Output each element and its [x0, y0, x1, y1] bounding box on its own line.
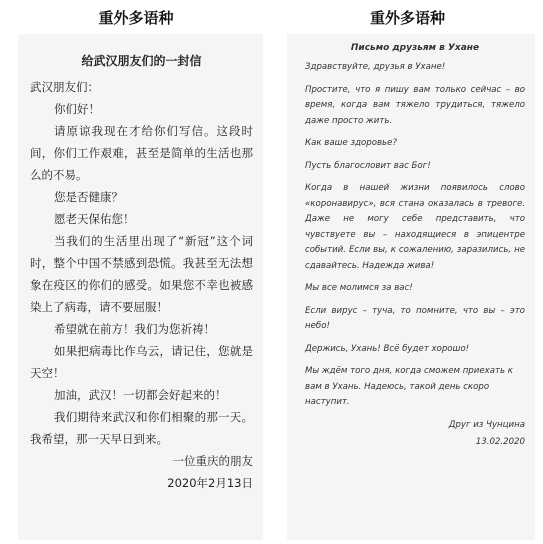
chinese-signature: 一位重庆的朋友: [172, 454, 253, 468]
russian-paragraph-5: Когда в нашей жизни появилось слово «коронавирус», вся стана оказалась в тревоге. Даже не могу себе представить, что чувствуете вы – находящиеся в эпицентре событий. Если вы, к сожалению, заразились, не сдавайтесь. Надежда жива!: [305, 183, 525, 271]
chinese-paragraph-2: 当我们的生活里出现了“新冠”这个词时，整个中国不禁感到恐慌。我甚至无法想象在疫区的你们的感受。如果您不幸也被感染上了病毒，请不要屈服！: [30, 234, 253, 314]
chinese-blessing: 愿老天保佑您！: [54, 212, 135, 226]
russian-paragraph-1: Здравствуйте, друзья в Ухане!: [305, 62, 446, 72]
russian-date: 13.02.2020: [475, 437, 525, 447]
russian-paragraph-4: Пусть благословит вас Бог!: [305, 160, 431, 171]
left-header: 重外多语种: [98, 8, 174, 27]
russian-signature: Друг из Чунцина: [448, 419, 525, 430]
russian-paragraph-6: Мы все молимся за вас!: [305, 283, 413, 293]
chinese-paragraph-6: 我们期待来武汉和你们相聚的那一天。我希望，那一天早日到来。: [30, 410, 253, 446]
right-header: 重外多语种: [369, 8, 445, 27]
chinese-date: 2020年2月13日: [167, 476, 253, 490]
russian-letter-title: Письмо друзьям в Ухане: [350, 43, 480, 53]
russian-paragraph-2: Простите, что я пишу вам только сейчас – во время, когда вам тяжело трудиться, тяжело даже просто жить.: [305, 84, 525, 126]
chinese-salutation: 武汉朋友们：: [30, 80, 99, 94]
chinese-health-question: 您是否健康？: [54, 190, 123, 204]
chinese-paragraph-5: 加油，武汉！一切都会好起来的！: [54, 388, 227, 402]
russian-paragraph-3: Как ваше здоровье?: [305, 138, 397, 148]
russian-paragraph-9: Мы ждём того дня, когда сможем приехать к вам в Ухань. Надеюсь, такой день скоро наступит.: [305, 366, 513, 407]
chinese-greeting: 你们好！: [54, 102, 100, 116]
chinese-letter-panel: [18, 34, 263, 540]
russian-paragraph-7: Если вирус – туча, то помните, что вы – это небо!: [305, 305, 525, 331]
chinese-paragraph-3: 希望就在前方！我们为您祈祷！: [54, 322, 215, 336]
russian-letter-panel: [287, 34, 535, 540]
chinese-letter-title: 给武汉朋友们的一封信: [81, 54, 202, 68]
chinese-paragraph-4: 如果把病毒比作乌云，请记住，您就是天空！: [30, 344, 253, 380]
chinese-paragraph-1: 请原谅我现在才给你们写信。这段时间，你们工作艰难，甚至是简单的生活也那么的不易。: [30, 124, 253, 182]
russian-paragraph-8: Держись, Ухань! Всё будет хорошо!: [305, 343, 470, 354]
